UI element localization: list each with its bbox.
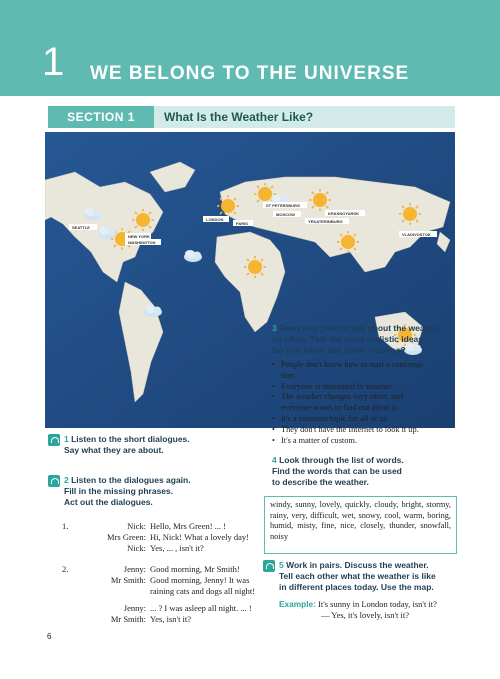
dialogue-1-number: 1. <box>62 521 69 531</box>
pair-work-icon <box>263 560 275 572</box>
dialogue-line: ... ? I was asleep all night. ... ! <box>150 603 252 613</box>
exercise-1-number: 1 <box>64 434 69 444</box>
dialogue-line: Good morning, Mr Smith! <box>150 564 240 574</box>
list-item: • People don't know how to start a conversa- tion. <box>272 360 462 382</box>
dialogue-line: Yes, ... , isn't it? <box>150 543 204 553</box>
city-st-petersburg: ST PETERSBURG <box>266 203 301 208</box>
dialogue-line: raining cats and dogs all night! <box>150 586 256 596</box>
dialogue-line: Good morning, Jenny! It was <box>150 575 250 585</box>
city-moscow: MOSCOW <box>276 212 295 217</box>
example-block <box>279 599 469 621</box>
word-list-box: windy, sunny, lovely, quickly, cloudy, bright, stormy, rainy, very, difficult, wet, snowy, cool, warm, boring, humid, misty, fine, nice, closely, thunder, snowfall, noisy <box>264 496 457 554</box>
example-line: — Yes, it's lovely, isn't it? <box>321 610 409 620</box>
list-item: • It's a matter of custom. <box>272 436 462 447</box>
city-washington: WASHINGTON <box>128 240 156 245</box>
city-london: LONDON <box>206 217 224 222</box>
city-new-york: NEW YORK <box>128 234 150 239</box>
city-yekaterinburg: YEKATERINBURG <box>308 219 343 224</box>
city-vladivostok: VLADIVOSTOK <box>402 232 431 237</box>
speaker: Jenny: <box>123 603 146 613</box>
speaker: Nick: <box>127 543 146 553</box>
exercise-3-instructions: 3 Read why people talk about the weather so often. Tick the most realistic ideas. Do you know any other reasons? <box>272 323 441 355</box>
city-krasnoyarsk: KRASNOYARSK <box>328 211 359 216</box>
example-line: It's sunny in London today, isn't it? <box>318 599 437 609</box>
list-item: • The weather changes very often, and everyone wants to find out about it. <box>272 392 462 414</box>
page-number: 6 <box>47 632 52 641</box>
example-label: Example: <box>279 599 316 609</box>
section-title: What Is the Weather Like? <box>154 106 455 128</box>
unit-header <box>0 0 500 96</box>
dialogue-line: Yes, isn't it? <box>150 614 192 624</box>
speaker: Jenny: <box>123 564 146 574</box>
exercise-2-number: 2 <box>64 475 69 485</box>
speaker: Mrs Green: <box>107 532 146 542</box>
exercise-1-instructions: 1 Listen to the short dialogues. Say what they are about. <box>64 434 190 455</box>
unit-title: WE BELONG TO THE UNIVERSE <box>90 63 410 84</box>
exercise-5-number: 5 <box>279 560 284 570</box>
exercise-3-number: 3 <box>272 323 277 333</box>
unit-number: 1 <box>42 40 65 84</box>
list-item: • They don't have the Internet to look it up. <box>272 425 462 436</box>
audio-icon[interactable] <box>48 434 60 446</box>
list-item: • Everyone is interested in weather. <box>272 382 462 393</box>
reasons-list <box>272 360 462 446</box>
exercise-5-instructions: 5 Work in pairs. Discuss the weather. Tell each other what the weather is like in different places today. Use the map. <box>279 560 436 592</box>
city-seattle: SEATTLE <box>72 225 90 230</box>
dialogue-line: Hello, Mrs Green! ... ! <box>150 521 227 531</box>
list-item: • It's a common topic for all of us. <box>272 414 462 425</box>
dialogue-line: Hi, Nick! What a lovely day! <box>150 532 249 542</box>
exercise-4-instructions: 4 Look through the list of words. Find the words that can be used to describe the weather. <box>272 455 404 487</box>
exercise-4-number: 4 <box>272 455 277 465</box>
section-label: SECTION 1 <box>48 106 154 128</box>
dialogue-2-number: 2. <box>62 564 69 574</box>
exercise-2-instructions: 2 Listen to the dialogues again. Fill in the missing phrases. Act out the dialogues. <box>64 475 191 507</box>
city-paris: PARIS <box>236 221 248 226</box>
speaker: Nick: <box>127 521 146 531</box>
speaker: Mr Smith: <box>110 614 146 624</box>
speaker: Mr Smith: <box>110 575 146 585</box>
audio-icon[interactable] <box>48 475 60 487</box>
